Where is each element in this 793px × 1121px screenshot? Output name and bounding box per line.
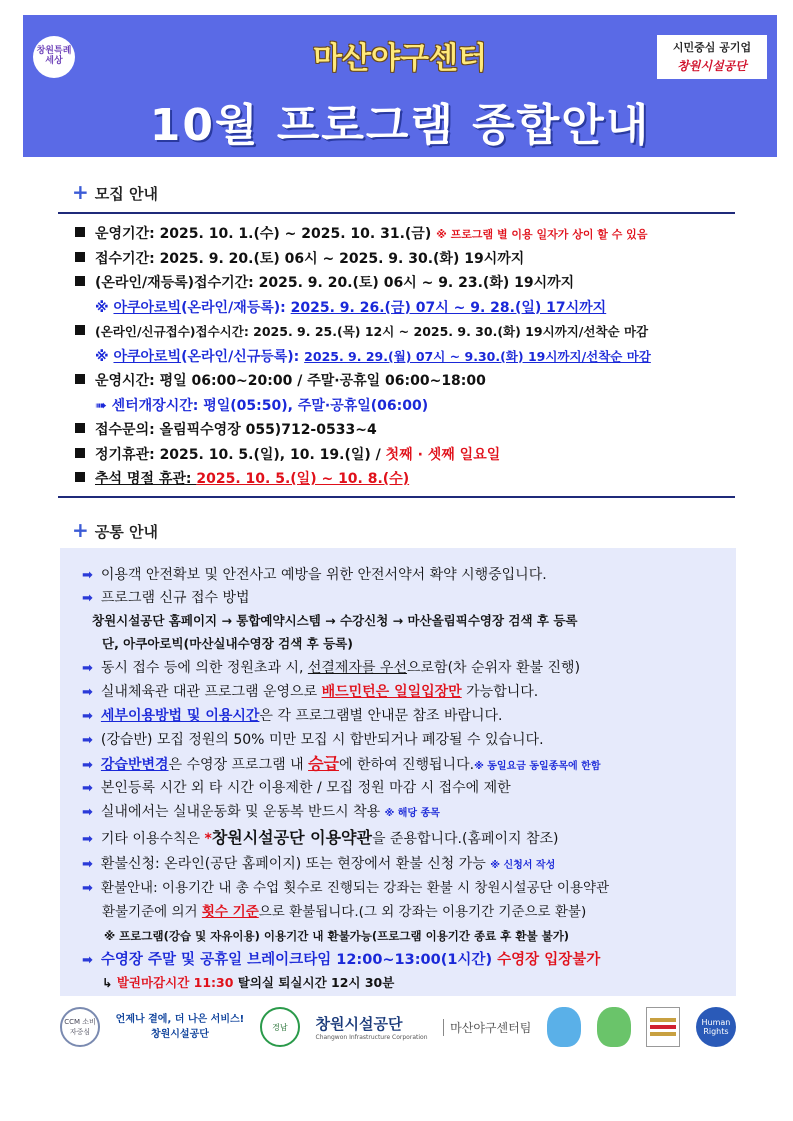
list-item (82, 705, 503, 728)
mascot-icon (597, 1007, 631, 1047)
session-basis: 횟수 기준 (201, 904, 259, 920)
class-merge-rule: (강습반) 모집 정원의 50% 미만 모집 시 합반되거나 폐강될 수 있습니다. (100, 732, 544, 748)
overflow-rule: 동시 접수 등에 의한 정원초과 시, (100, 660, 308, 676)
operating-period: 운영기간: 2025. 10. 1.(수) ~ 2025. 10. 31.(금) (95, 226, 432, 242)
holiday-closure-dates: 2025. 10. 5.(일) ~ 10. 8.(수) (196, 471, 410, 487)
certificate-icon (646, 1007, 680, 1047)
list-item (75, 247, 745, 272)
header-subtitle: 마산야구센터 (313, 41, 487, 76)
mascot-icon (547, 1007, 581, 1047)
list-item (75, 394, 745, 419)
bullet-icon (75, 448, 85, 458)
list-item (75, 443, 745, 468)
time-restriction: 본인등록 시간 외 타 시간 이용제한 / 모집 정원 마감 시 접수에 제한 (100, 780, 511, 796)
ccm-logo (60, 1007, 100, 1047)
arrow-icon: ➡ (82, 857, 93, 872)
terms-rule: 기타 이용수칙은 (100, 831, 205, 847)
list-item (82, 827, 559, 851)
form-note: ※ 신청서 작성 (490, 860, 556, 871)
list-item (75, 296, 745, 321)
list-item (82, 681, 538, 704)
recruit-list (75, 222, 745, 492)
brand-tagline: 시민중심 공기업 (672, 41, 752, 54)
aquarobic-renewal-dates: 2025. 9. 26.(금) 07시 ~ 9. 28.(일) 17시까지 (290, 299, 607, 316)
period-note: ※ 프로그램 별 이용 일자가 상이 할 수 있음 (436, 228, 648, 241)
footer-logos (60, 1003, 736, 1051)
arrow-icon: ➡ (82, 568, 93, 583)
list-item (75, 369, 745, 394)
refund-period-note: ※ 프로그램(강습 및 자유이용) 이용기간 내 환불가능(프로그램 이용기간 종료 후 환불 불가) (104, 929, 570, 943)
arrow-icon: ➡ (82, 733, 93, 748)
arrow-icon: ➡ (82, 781, 93, 796)
applicable-sport-note: ※ 해당 종목 (384, 808, 440, 819)
note-mark: ※ (95, 348, 114, 365)
list-item (82, 729, 544, 752)
list-item (82, 564, 547, 587)
online-renewal-period: (온라인/재등록)접수기간: 2025. 9. 20.(토) 06시 ~ 9. 23.(화) 19시까지 (95, 275, 575, 291)
operating-hours: 운영시간: 평일 06:00~20:00 / 주말·공휴일 06:00~18:00 (95, 373, 486, 389)
arrow-icon: ➡ (82, 661, 93, 676)
terms-rule-tail: 을 준용합니다.(홈페이지 참조) (371, 831, 559, 847)
list-item (82, 949, 600, 972)
break-time: 수영장 주말 및 공휴일 브레이크타임 12:00~13:00(1시간) (100, 952, 498, 968)
bullet-icon (75, 325, 85, 335)
list-item (82, 753, 601, 778)
ccm-text: CCM 소비자중심 (64, 1018, 96, 1036)
asterisk: * (204, 831, 212, 847)
list-item (75, 320, 745, 345)
list-item (82, 801, 440, 825)
corp-brand-logo (657, 35, 767, 79)
plus-icon: + (72, 180, 89, 204)
list-item (82, 877, 609, 900)
aquarobic-registration-note: 단, 아쿠아로빅(마산실내수영장 검색 후 등록) (102, 636, 353, 651)
page-title: 10월 프로그램 종합안내 (149, 100, 651, 151)
refund-request: 환불신청: 온라인(공단 홈페이지) 또는 현장에서 환불 신청 가능 (100, 856, 491, 872)
city-logo-text: 창원특례 세상 (36, 46, 72, 66)
corp-name: 창원시설공단 (315, 1015, 403, 1033)
detail-usage-label: 세부이용방법 및 이용시간 (100, 708, 260, 724)
refund-basis-tail: 으로 환불됩니다.(그 외 강좌는 이용기간 기준으로 환불) (258, 904, 587, 920)
arrow-icon: ➠ (95, 397, 107, 414)
holiday-closure-label: 추석 명절 휴관: (95, 471, 197, 487)
closure-days: 첫째 · 셋째 일요일 (385, 446, 501, 463)
class-change-label: 강습반변경 (100, 757, 169, 773)
aquarobic-new-dates: 2025. 9. 29.(월) 07시 ~ 9.30.(화) 19시까지/선착순 마감 (304, 348, 651, 364)
bullet-icon (75, 423, 85, 433)
regular-closure: 정기휴관: 2025. 10. 5.(일), 10. 19.(일) / (95, 446, 386, 463)
hr-text: Human Rights (701, 1018, 731, 1036)
refund-basis: 환불기준에 의거 (102, 904, 202, 920)
bullet-icon (75, 252, 85, 262)
center-name: 마산야구센터팀 (443, 1019, 531, 1036)
arrow-icon: ➡ (82, 685, 93, 700)
arrow-icon: ➡ (82, 881, 93, 896)
slogan (116, 1012, 245, 1042)
terms-name: 창원시설공단 이용약관 (211, 828, 372, 847)
online-new-period: (온라인/신규접수)접수시간: 2025. 9. 25.(목) 12시 ~ 2025. 9. 30.(화) 19시까지/선착순 마감 (95, 324, 649, 339)
bullet-icon (75, 276, 85, 286)
list-item (75, 345, 745, 370)
list-item (75, 271, 745, 296)
arrow-icon: ➡ (82, 709, 93, 724)
divider (58, 496, 735, 498)
header-banner (23, 15, 777, 157)
list-item (82, 853, 555, 877)
arrow-icon: ➡ (82, 591, 93, 606)
new-registration-method: 프로그램 신규 접수 방법 (100, 590, 250, 606)
indoor-shoes-rule: 실내에서는 실내운동화 및 운동복 반드시 착용 (100, 804, 385, 820)
ticket-close-time: 발권마감시간 11:30 (116, 975, 234, 990)
list-item (102, 972, 394, 994)
slogan-line: 언제나 곁에, 더 나은 서비스! (115, 1014, 245, 1025)
slogan-corp: 창원시설공단 (150, 1029, 209, 1040)
brand-name: 창원시설공단 (677, 59, 747, 73)
arrow-icon: ➡ (82, 953, 93, 968)
aquarobic-label: 아쿠아로빅 (113, 299, 182, 316)
common-heading-text: 공통 안내 (94, 523, 158, 541)
list-item (75, 222, 745, 247)
same-fee-note: ※ 동일요금 동일종목에 한함 (474, 761, 601, 772)
badminton-rule-tail: 가능합니다. (461, 684, 539, 700)
prepay-priority: 선결제자를 우선 (307, 660, 407, 676)
class-change-text: 은 수영장 프로그램 내 (168, 757, 309, 773)
list-item (82, 587, 250, 610)
note-mark: ※ (95, 299, 114, 316)
overflow-rule-tail: 으로함(차 순위자 환불 진행) (407, 660, 581, 676)
mark-text: 경남 (272, 1022, 288, 1032)
recruit-heading (72, 180, 158, 204)
list-item (82, 657, 580, 680)
arrow-icon: ➡ (82, 758, 93, 773)
class-change-tail: 에 한하여 진행됩니다. (338, 757, 475, 773)
gyeongnam-mark (260, 1007, 300, 1047)
bullet-icon (75, 227, 85, 237)
arrow-icon: ➡ (82, 805, 93, 820)
list-item (82, 777, 511, 800)
detail-usage-text: 은 각 프로그램별 안내문 참조 바랍니다. (259, 708, 503, 724)
bullet-icon (75, 472, 85, 482)
bullet-icon (75, 374, 85, 384)
corp-en-name: Changwon Infrastructure Corporation (315, 1034, 428, 1041)
list-item (75, 418, 745, 443)
aquarobic-label: 아쿠아로빅 (113, 348, 182, 365)
list-item (102, 901, 586, 923)
sub-arrow: ↳ (102, 975, 117, 990)
plus-icon: + (72, 518, 89, 542)
refund-guide: 환불안내: 이용기간 내 총 수업 횟수로 진행되는 강좌는 환불 시 창원시설공단 이용약관 (100, 880, 610, 896)
renewal-label: (온라인/재등록): (181, 299, 291, 316)
opening-hours: 센터개장시간: 평일(05:50), 주말·공휴일(06:00) (111, 397, 429, 414)
divider (58, 212, 735, 214)
new-label: (온라인/신규등록): (181, 348, 305, 365)
no-entry: 수영장 입장불가 (497, 952, 601, 968)
reception-period: 접수기간: 2025. 9. 20.(토) 06시 ~ 2025. 9. 30.(화) 19시까지 (95, 250, 525, 267)
corp-logo (316, 1013, 428, 1041)
registration-steps: 창원시설공단 홈페이지 → 통합예약시스템 → 수강신청 → 마산올림픽수영장 검색 후 등록 (92, 613, 578, 628)
human-rights-logo (696, 1007, 736, 1047)
arrow-icon: ➡ (82, 832, 93, 847)
contact-info: 접수문의: 올림픽수영장 055)712-0533~4 (95, 422, 377, 438)
recruit-heading-text: 모집 안내 (94, 185, 158, 203)
badminton-daily-only: 배드민턴은 일일입장만 (321, 684, 462, 700)
badminton-rule: 실내체육관 대관 프로그램 운영으로 (100, 684, 322, 700)
list-item (75, 467, 745, 492)
safety-pledge: 이용객 안전확보 및 안전사고 예방을 위한 안전서약서 확약 시행중입니다. (100, 567, 547, 583)
promotion-label: 승급 (308, 754, 339, 773)
common-heading (72, 518, 158, 542)
locker-exit-time: 탈의실 퇴실시간 12시 30분 (233, 975, 395, 990)
